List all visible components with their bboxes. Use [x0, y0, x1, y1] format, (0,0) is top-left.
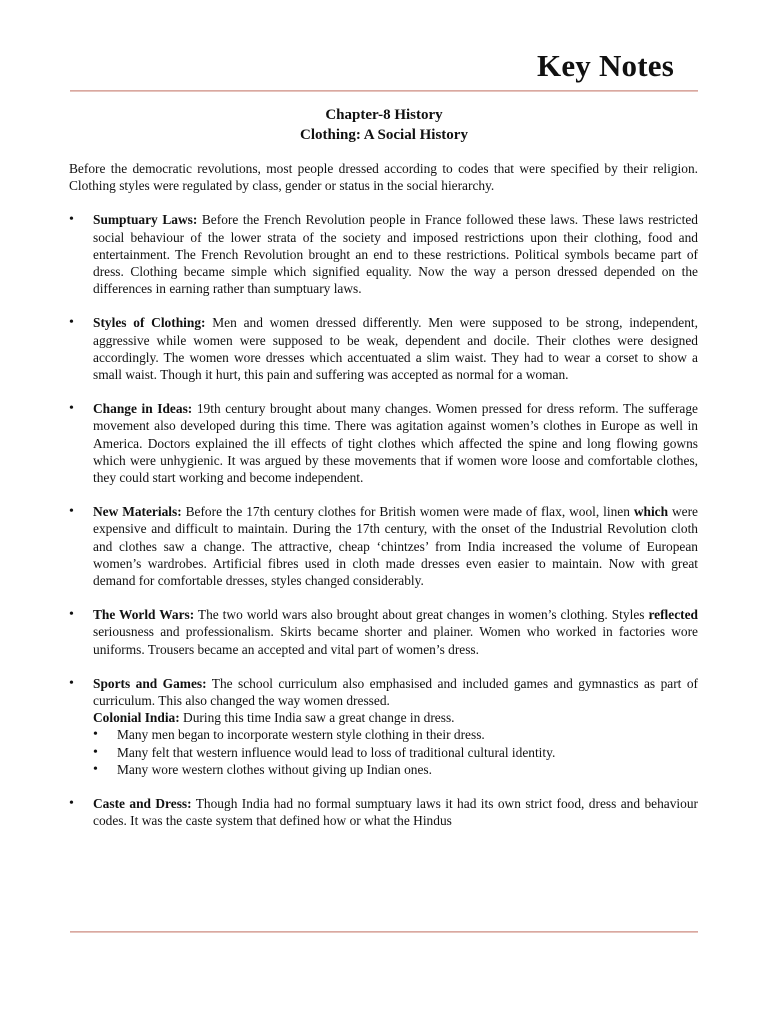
- chapter-titles: [70, 105, 698, 145]
- bullet-icon: •: [69, 675, 74, 691]
- section-emphasis: which: [633, 504, 669, 520]
- page-title: Key Notes: [537, 48, 674, 83]
- list-item: • Many men began to incorporate western style clothing in their dress.: [93, 727, 485, 743]
- bullet-icon: •: [69, 796, 74, 812]
- section-sports-and-games: [69, 675, 698, 778]
- section-term: Caste and Dress:: [93, 796, 192, 812]
- section-term: Sumptuary Laws:: [93, 212, 198, 228]
- header-divider: [70, 90, 698, 92]
- chapter-subject: Clothing: A Social History: [300, 127, 468, 143]
- section-styles-of-clothing: [69, 314, 698, 383]
- section-text: Before the 17th century clothes for British women were made of flax, wool, linen: [181, 504, 634, 520]
- bullet-icon: •: [69, 607, 74, 623]
- bullet-icon: •: [93, 727, 98, 743]
- chapter-title: Chapter-8 History: [325, 107, 443, 123]
- section-emphasis: reflected: [648, 607, 698, 623]
- list-item: • Many felt that western influence would lead to loss of traditional cultural identity.: [93, 744, 556, 760]
- section-text: 19th century brought about many changes. Women pressed for dress reform. The sufferage movement also developed during this time. There was agitation against women’s clothes in Europe as well in America. Doctors explained the ill effects of tight clothes which affected the spine and long flowing gowns which were unhygienic. It was argued by these movements that if women wore loose and comfortable clothes, they could start working and become independent.: [93, 401, 698, 486]
- sub-term: Colonial India:: [93, 710, 180, 726]
- page-header: [70, 48, 698, 84]
- bullet-icon: •: [69, 315, 74, 331]
- section-world-wars: [69, 606, 698, 658]
- section-text: were expensive and difficult to maintain. During the 17th century, with the onset of the Industrial Revolution cloth and clothes saw a change. The attractive, cheap ‘chintzes’ from India increased the volume of European women’s wardrobes. Artificial fibres used in cloth made dresses even easier to maintain. Now with great demand for comfortable dresses, styles changed considerably.: [93, 504, 698, 589]
- section-term: Change in Ideas:: [93, 401, 193, 417]
- section-change-in-ideas: [69, 400, 698, 486]
- section-caste-and-dress: [69, 795, 698, 829]
- colonial-india-list: [93, 726, 698, 778]
- section-term: Styles of Clothing:: [93, 315, 206, 331]
- bullet-icon: •: [93, 761, 98, 777]
- bullet-icon: •: [69, 504, 74, 520]
- section-new-materials: [69, 503, 698, 589]
- section-term: The World Wars:: [93, 607, 195, 623]
- section-text: The two world wars also brought about great changes in women’s clothing. Styles: [194, 607, 649, 623]
- bullet-icon: •: [93, 744, 98, 760]
- section-text: Though India had no formal sumptuary laws it had its own strict food, dress and behaviour codes. It was the caste system that defined how or what the Hindus: [93, 796, 698, 829]
- notes-content: [69, 160, 698, 847]
- list-item: • Many wore western clothes without giving up Indian ones.: [93, 761, 432, 777]
- section-term: New Materials:: [93, 504, 182, 520]
- section-sumptuary-laws: [69, 211, 698, 297]
- section-text: Men and women dressed differently. Men were supposed to be strong, independent, aggressive while women were supposed to be weak, dependent and docile. Their clothes were designed accordingly. The women wore dresses which accentuated a slim waist. They had to wear a corset to show a small waist. Though it hurt, this pain and suffering was accepted as normal for a woman.: [93, 315, 698, 383]
- section-text: The school curriculum also emphasised and included games and gymnastics as part of curriculum. This also changed the way women dressed.: [93, 675, 698, 709]
- bullet-icon: •: [69, 401, 74, 417]
- sub-text: During this time India saw a great change in dress.: [179, 710, 455, 726]
- footer-divider: [70, 931, 698, 933]
- section-term: Sports and Games:: [93, 675, 207, 691]
- section-text: seriousness and professionalism. Skirts became shorter and plainer. Women who worked in factories wore uniforms. Trousers became an accepted and vital part of women’s dress.: [93, 624, 698, 657]
- section-text: Before the French Revolution people in France followed these laws. These laws restricted social behaviour of the lower strata of the society and imposed restrictions upon their clothing, food and entertainment. The French Revolution brought an end to these restrictions. Political symbols became part of dress. Clothing became simple which signified equality. Now the way a person dressed depended on the differences in earning rather than sumptuary laws.: [93, 212, 698, 297]
- bullet-icon: •: [69, 212, 74, 228]
- colonial-india-line: [93, 709, 698, 726]
- intro-paragraph: Before the democratic revolutions, most people dressed according to codes that were specified by their religion. Clothing styles were regulated by class, gender or status in the social hierarchy.: [69, 161, 698, 194]
